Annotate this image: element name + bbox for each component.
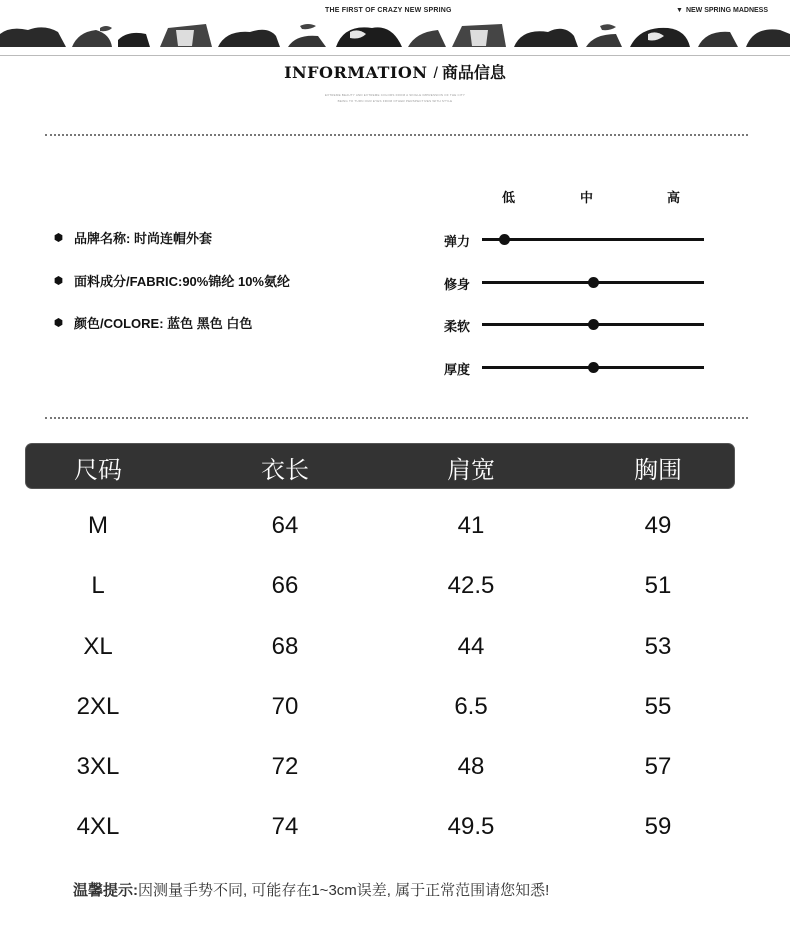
size-cell: 3XL bbox=[76, 753, 120, 780]
note-label: 温馨提示: bbox=[73, 882, 138, 899]
page-title bbox=[0, 60, 790, 83]
length-cell: 68 bbox=[271, 633, 299, 660]
info-item-text: 颜色/COLORE: 蓝色 黑色 白色 bbox=[74, 315, 253, 331]
chest-cell: 53 bbox=[644, 633, 672, 660]
chest-cell: 59 bbox=[644, 813, 672, 840]
title-separator: / bbox=[433, 65, 438, 82]
title-en: INFORMATION bbox=[284, 63, 428, 82]
attribute-marker-elasticity bbox=[499, 234, 510, 245]
chest-cell: 57 bbox=[644, 753, 672, 780]
banner-divider bbox=[0, 55, 790, 56]
level-low: 低 bbox=[502, 190, 516, 205]
length-cell: 64 bbox=[271, 512, 299, 539]
banner-right-text: NEW SPRING MADNESS bbox=[685, 7, 768, 14]
shoulder-cell: 42.5 bbox=[447, 572, 495, 599]
length-cell: 70 bbox=[271, 693, 299, 720]
dotted-divider-top bbox=[45, 134, 748, 136]
hexagon-bullet-icon bbox=[54, 233, 63, 242]
shoulder-cell: 48 bbox=[457, 753, 485, 780]
length-cell: 74 bbox=[271, 813, 299, 840]
info-item-fabric bbox=[54, 271, 290, 289]
info-item-text: 面料成分/FABRIC:90%锦纶 10%氨纶 bbox=[74, 273, 290, 289]
cow-print-banner bbox=[0, 22, 790, 47]
size-cell: M bbox=[88, 512, 108, 539]
size-table-header-size: 尺码 bbox=[74, 457, 122, 484]
chest-cell: 49 bbox=[644, 512, 672, 539]
shoulder-cell: 6.5 bbox=[454, 693, 488, 720]
shoulder-cell: 44 bbox=[457, 633, 485, 660]
chest-cell: 51 bbox=[644, 572, 672, 599]
dotted-divider-bottom bbox=[45, 417, 748, 419]
size-table-header-length: 衣长 bbox=[261, 457, 309, 484]
title-cn: 商品信息 bbox=[441, 65, 506, 82]
measurement-note bbox=[73, 879, 549, 900]
banner-right-text-wrap bbox=[676, 7, 768, 14]
info-item-text: 品牌名称: 时尚连帽外套 bbox=[74, 230, 212, 246]
level-mid: 中 bbox=[580, 190, 594, 205]
length-cell: 66 bbox=[271, 572, 299, 599]
attribute-marker-fit bbox=[588, 277, 599, 288]
level-high: 高 bbox=[667, 190, 681, 205]
attribute-label-thickness: 厚度 bbox=[444, 362, 471, 377]
size-table-header-shoulder: 肩宽 bbox=[447, 457, 495, 484]
size-cell: 2XL bbox=[76, 693, 120, 720]
size-cell: L bbox=[91, 572, 105, 599]
triangle-down-icon: ▼ bbox=[676, 7, 683, 14]
hexagon-bullet-icon bbox=[54, 276, 63, 285]
shoulder-cell: 49.5 bbox=[447, 813, 495, 840]
title-tagline-2: BEING TO TURN OUR EYES FROM OTHER PERSPECTIVES WITH STYLE bbox=[337, 99, 453, 103]
banner-left-text: THE FIRST OF CRAZY NEW SPRING bbox=[325, 7, 452, 14]
hexagon-bullet-icon bbox=[54, 318, 63, 327]
chest-cell: 55 bbox=[644, 693, 672, 720]
size-cell: XL bbox=[83, 633, 113, 660]
length-cell: 72 bbox=[271, 753, 299, 780]
size-cell: 4XL bbox=[76, 813, 120, 840]
attribute-label-softness: 柔软 bbox=[444, 319, 471, 334]
attribute-marker-softness bbox=[588, 319, 599, 330]
attribute-track-elasticity bbox=[482, 238, 704, 241]
info-item-color bbox=[54, 313, 252, 331]
shoulder-cell: 41 bbox=[457, 512, 485, 539]
attribute-marker-thickness bbox=[588, 362, 599, 373]
title-tagline-1: EXTREME BEAUTY AND EXTREME COLORS FROM A SINGLE IMPRESSION OF THE CITY bbox=[324, 93, 466, 97]
note-text: 因测量手势不同, 可能存在1~3cm误差, 属于正常范围请您知悉! bbox=[138, 882, 550, 899]
size-table-header-chest: 胸围 bbox=[634, 457, 682, 484]
info-item-brand bbox=[54, 228, 212, 246]
attribute-label-fit: 修身 bbox=[444, 277, 471, 292]
attribute-label-elasticity: 弹力 bbox=[444, 234, 471, 249]
